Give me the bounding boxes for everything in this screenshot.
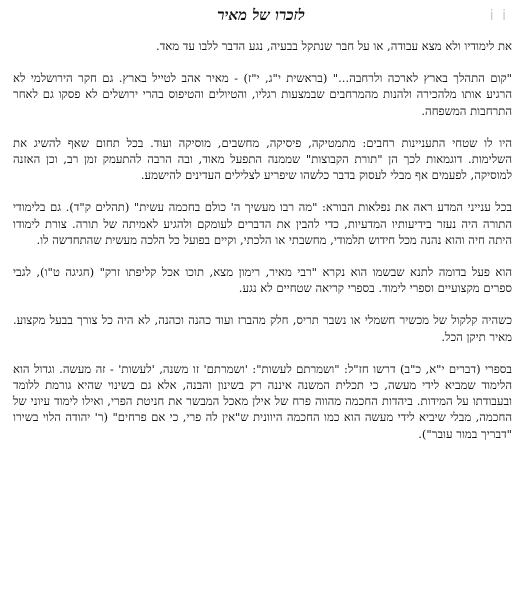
paragraph: היו לו שטחי התעניינות רחבים: מתמטיקה, פיסיקה, מחשבים, מוסיקה ועוד. בכל תחום שאף להשיג את השלימות. דוגמאות לכך הן "תורת הקבוצות" שממנה התפעל מאוד, ובה הרבה להתעמק זמן רב, וכן האזנה למוסיקה, לפעמים אף מבלי לעסוק בדבר כלשהו שיפריע לצלילים העדינים להישמע. xyxy=(13,135,512,183)
document-body xyxy=(13,38,512,442)
paragraph: "קום התהלך בארץ לארכה ולרחבה..." (בראשית י"ג, י"ז) - מאיר אהב לטייל בארץ. גם חקר הירושלמי לא הרגיע אותו מלהכירה ולהנות מהמרחבים שבמצעות רגליו, והטיולים והטיפוס בהרי ירושלים לא פסקו גם לאחר התרחבות המשפחה. xyxy=(13,71,512,118)
paragraph: בספרי (דברים י"א, כ"ב) דרשו חז"ל: "ושמרתם לעשות": 'ושמרתם' זו משנה, 'לעשות' - זה מעשה. וגדול הוא הלימוד שמביא לידי מעשה, כי תכלית המשנה איננה רק בשינון והבנה, אלא גם בשינוי שהיא גורמת ללומד ובעבודתו על המידות. ביהדות החכמה מהווה פרח של אילן מאכל המבשר את חניטת הפרי, ואילו לימוד עיוני של החכמה, מבלי שיביא לידי מעשה הוא כמו החכמה היוונית ש"אין לה פרי, כי אם פרחים" (ר' יהודה הלוי בשירו "דבריך במור עובר"). xyxy=(13,361,512,441)
document-title: לזכרו של מאיר xyxy=(217,6,305,24)
paragraph: בכל ענייני המדע ראה את נפלאות הבורא: "מה רבו מעשיך ה' כולם בחכמה עשית" (תהלים ק"ד). גם בלימודי התורה היה נעזר בידיעותיו המדעיות, כדי להבין את הדברים לעומקם ולהגיע לאמיתה של תורה. צורת לימודו היתה חיה והוא נהנה מכל חידוש תלמודי, מחשבתי או הלכתי, וקיים בפועל כל הלכה מעשית שהתחדשה לו. xyxy=(13,200,512,247)
page-corner-mark: i i xyxy=(489,8,508,24)
paragraph: הוא פעל בדומה לתנא שבשמו הוא נקרא "רבי מאיר, רימון מצא, תוכו אכל קליפתו זרק" (חגיגה ט"ו), לגבי ספרים מקצועיים וספרי לימוד. בספרי קריאה שטחיים לא נגע. xyxy=(13,265,513,296)
paragraph: כשהיה קלקול של מכשיר חשמלי או נשבר תריס, חלק מהברז ועוד כהנה וכהנה, לא היה כל צורך בבעל מקצוע. מאיר תיקן הכל. xyxy=(13,313,512,344)
paragraph: את לימודיו ולא מצא עבודה, או על חבר שנתקל בבעיה, נגע הדבר ללבו עד מאד. xyxy=(156,39,512,53)
